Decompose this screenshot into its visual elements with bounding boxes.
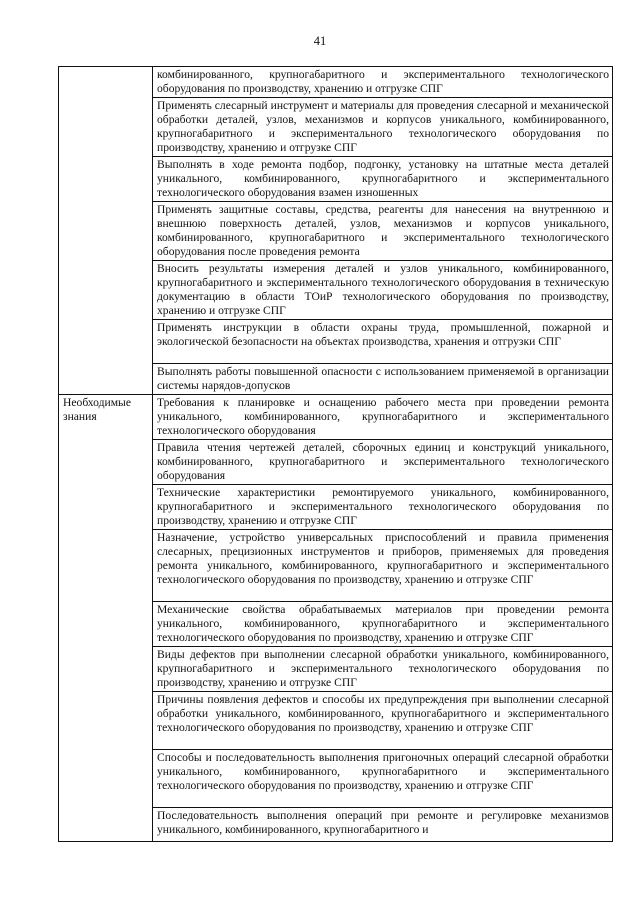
table-row [59, 67, 613, 98]
requirement-item: Последовательность выполнения операций при ремонте и регулировке механизмов уникального, комбинированного, крупногабаритного и [153, 808, 613, 842]
section-header: Необходимые знания [63, 396, 131, 423]
requirement-item: Способы и последовательность выполнения пригоночных операций слесарной обработки уникального, комбинированного, крупногабаритного и экспериментального технологического оборудования по производству, хранению и отгрузке СПГ [153, 750, 613, 808]
requirement-item: Причины появления дефектов и способы их предупреждения при выполнении слесарной обработки уникального, комбинированного, крупногабаритного и экспериментального технологического оборудования по производству, хранению и отгрузке СПГ [153, 692, 613, 750]
section-header-cell [59, 67, 153, 395]
requirement-item: Виды дефектов при выполнении слесарной обработки уникального, комбинированного, крупногабаритного и экспериментального технологического оборудования по производству, хранению и отгрузке СПГ [153, 647, 613, 692]
requirement-item: Назначение, устройство универсальных приспособлений и правила применения слесарных, прецизионных инструментов и приборов, применяемых для проведения ремонта уникального, комбинированного, крупногабаритного и экспериментального технологического оборудования по производству, хранению и отгрузке СПГ [153, 530, 613, 602]
table-body [59, 67, 613, 842]
requirement-item: Выполнять в ходе ремонта подбор, подгонку, установку на штатные места деталей уникального, комбинированного, крупногабаритного и экспериментального технологического оборудования взамен изношенных [153, 157, 613, 202]
requirement-item: Применять инструкции в области охраны труда, промышленной, пожарной и экологической безопасности на объектах производства, хранения и отгрузки СПГ [153, 320, 613, 364]
requirement-item: Применять защитные составы, средства, реагенты для нанесения на внутреннюю и внешнюю поверхность деталей, узлов, механизмов и корпусов уникального, комбинированного, крупногабаритного и экспериментального технологического оборудования после проведения ремонта [153, 202, 613, 261]
requirement-item: Вносить результаты измерения деталей и узлов уникального, комбинированного, крупногабаритного и экспериментального технологического оборудования в техническую документацию в области ТОиР технологического оборудования по производству, хранению и отгрузке СПГ [153, 261, 613, 320]
requirement-item: Требования к планировке и оснащению рабочего места при проведении ремонта уникального, комбинированного, крупногабаритного и экспериментального технологического оборудования [153, 395, 613, 440]
requirement-item: Технические характеристики ремонтируемого уникального, комбинированного, крупногабаритного и экспериментального технологического оборудования по производству, хранению и отгрузке СПГ [153, 485, 613, 530]
page-number: 41 [313, 34, 327, 48]
requirement-item: комбинированного, крупногабаритного и экспериментального технологического оборудования по производству, хранению и отгрузке СПГ [153, 67, 613, 98]
requirements-table [58, 66, 613, 842]
requirement-item: Механические свойства обрабатываемых материалов при проведении ремонта уникального, комбинированного, крупногабаритного и экспериментального технологического оборудования по производству, хранению и отгрузке СПГ [153, 602, 613, 647]
table-row [59, 395, 613, 440]
section-header-cell [59, 395, 153, 842]
requirement-item: Правила чтения чертежей деталей, сборочных единиц и конструкций уникального, комбинированного, крупногабаритного и экспериментального технологического оборудования [153, 440, 613, 485]
requirement-item: Применять слесарный инструмент и материалы для проведения слесарной и механической обработки деталей, узлов, механизмов и корпусов уникального, комбинированного, крупногабаритного и экспериментального технологического оборудования по производству, хранению и отгрузке СПГ [153, 98, 613, 157]
requirement-item: Выполнять работы повышенной опасности с использованием применяемой в организации системы нарядов-допусков [153, 364, 613, 395]
